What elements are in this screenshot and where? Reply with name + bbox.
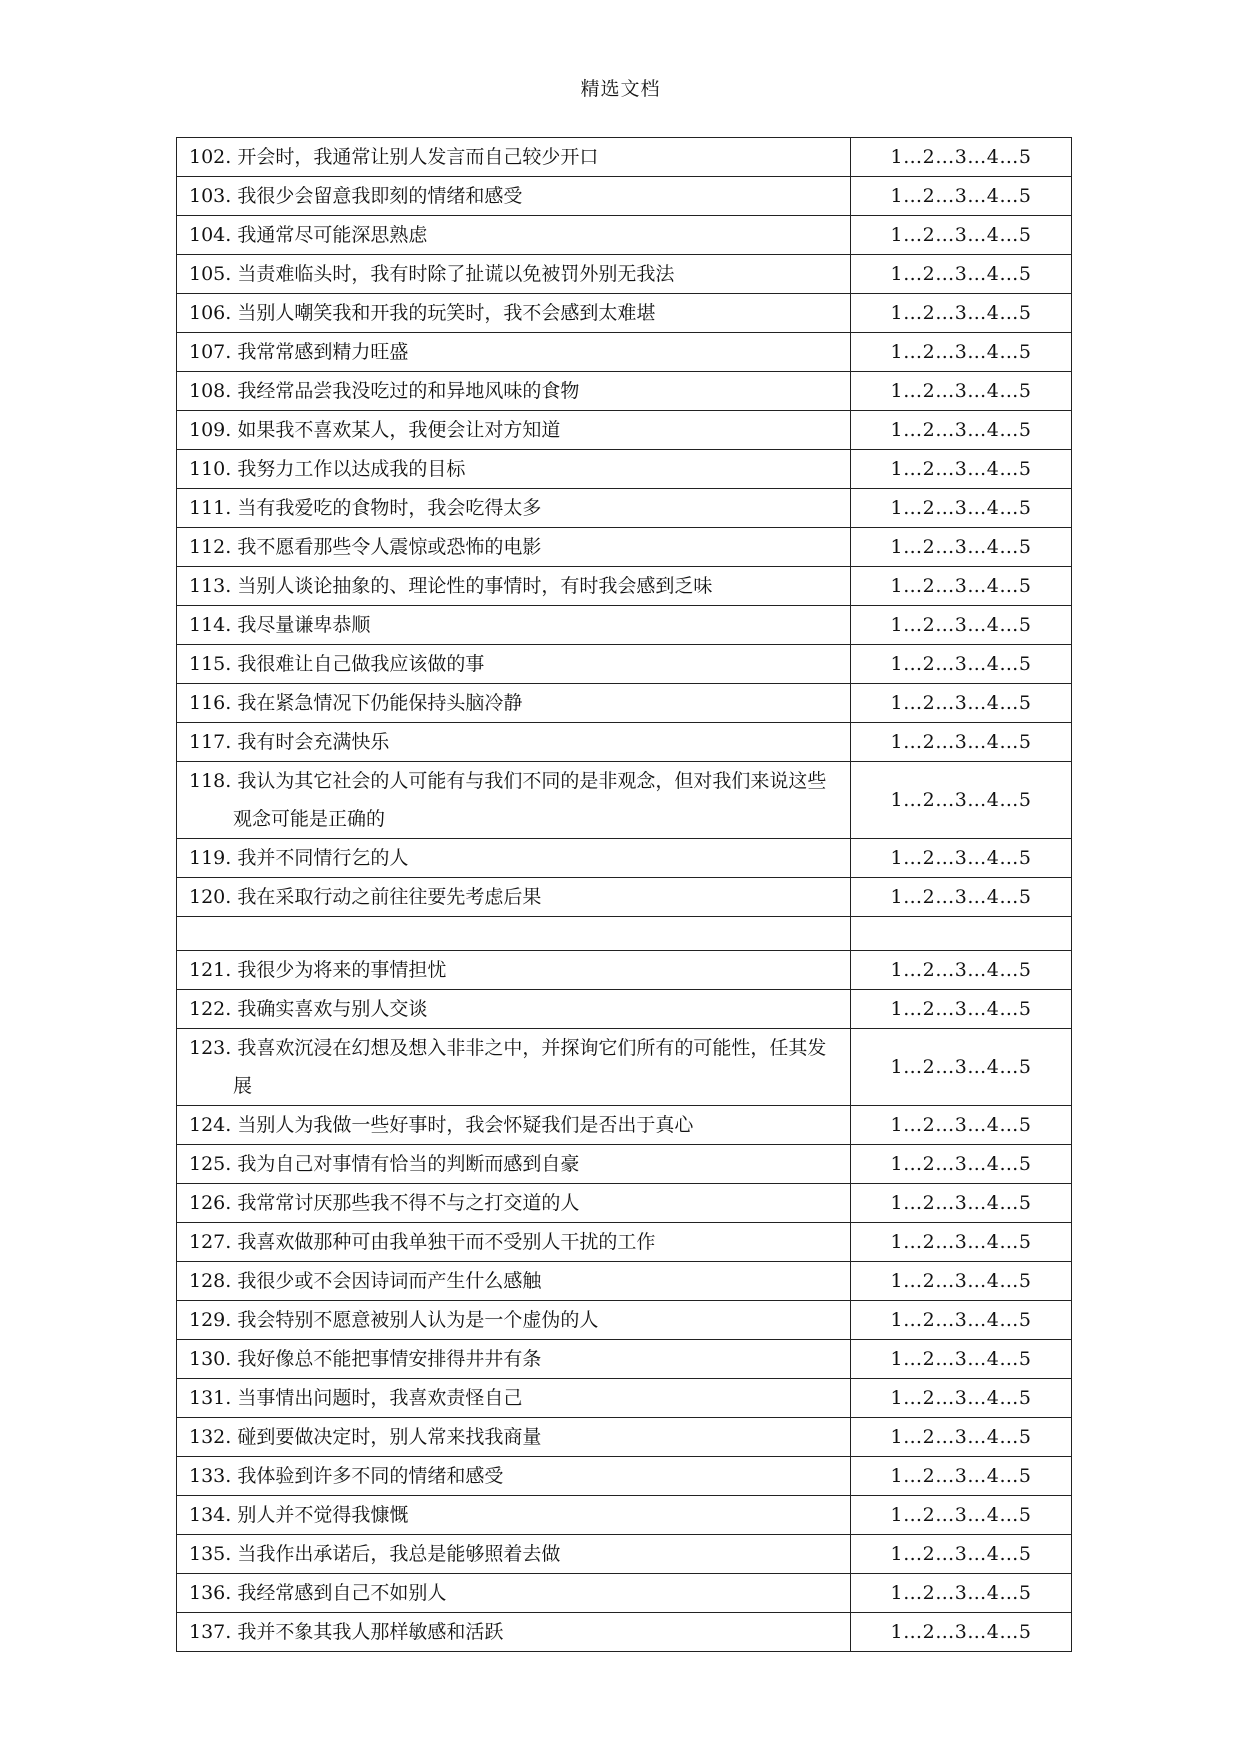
rating-scale: 1…2…3…4…5 <box>851 1029 1072 1106</box>
question-text: 135. 当我作出承诺后，我总是能够照着去做 <box>189 1543 561 1565</box>
question-cell <box>177 1613 851 1652</box>
table-row <box>177 1029 1072 1106</box>
question-text: 129. 我会特别不愿意被别人认为是一个虚伪的人 <box>189 1309 599 1331</box>
question-cell <box>177 1223 851 1262</box>
question-cell <box>177 878 851 917</box>
rating-scale: 1…2…3…4…5 <box>851 1145 1072 1184</box>
table-row <box>177 878 1072 917</box>
question-text: 103. 我很少会留意我即刻的情绪和感受 <box>189 185 523 207</box>
table-row <box>177 1613 1072 1652</box>
question-text: 119. 我并不同情行乞的人 <box>189 847 409 869</box>
table-row <box>177 951 1072 990</box>
question-text: 118. 我认为其它社会的人可能有与我们不同的是非观念，但对我们来说这些观念可能是正确的 <box>189 770 827 830</box>
table-row <box>177 138 1072 177</box>
rating-scale: 1…2…3…4…5 <box>851 528 1072 567</box>
question-cell <box>177 1457 851 1496</box>
question-cell <box>177 489 851 528</box>
rating-scale: 1…2…3…4…5 <box>851 1535 1072 1574</box>
rating-scale: 1…2…3…4…5 <box>851 1262 1072 1301</box>
question-cell <box>177 762 851 839</box>
table-row <box>177 839 1072 878</box>
question-text: 104. 我通常尽可能深思熟虑 <box>189 224 428 246</box>
question-cell <box>177 684 851 723</box>
rating-scale: 1…2…3…4…5 <box>851 1184 1072 1223</box>
question-text: 133. 我体验到许多不同的情绪和感受 <box>189 1465 504 1487</box>
question-text: 127. 我喜欢做那种可由我单独干而不受别人干扰的工作 <box>189 1231 656 1253</box>
table-row-blank <box>177 917 1072 951</box>
question-cell <box>177 1184 851 1223</box>
table-row <box>177 1535 1072 1574</box>
rating-scale: 1…2…3…4…5 <box>851 567 1072 606</box>
rating-scale <box>851 917 1072 951</box>
rating-scale: 1…2…3…4…5 <box>851 138 1072 177</box>
question-cell <box>177 1145 851 1184</box>
table-row <box>177 1223 1072 1262</box>
question-cell <box>177 1301 851 1340</box>
question-cell <box>177 138 851 177</box>
question-cell <box>177 567 851 606</box>
question-text: 136. 我经常感到自己不如别人 <box>189 1582 447 1604</box>
rating-scale: 1…2…3…4…5 <box>851 450 1072 489</box>
rating-scale: 1…2…3…4…5 <box>851 723 1072 762</box>
rating-scale: 1…2…3…4…5 <box>851 333 1072 372</box>
question-text: 113. 当别人谈论抽象的、理论性的事情时，有时我会感到乏味 <box>189 575 713 597</box>
question-cell <box>177 1418 851 1457</box>
question-text: 117. 我有时会充满快乐 <box>189 731 390 753</box>
questionnaire-body <box>177 138 1072 1652</box>
question-text: 126. 我常常讨厌那些我不得不与之打交道的人 <box>189 1192 580 1214</box>
table-row <box>177 762 1072 839</box>
table-row <box>177 645 1072 684</box>
rating-scale: 1…2…3…4…5 <box>851 878 1072 917</box>
question-text: 124. 当别人为我做一些好事时，我会怀疑我们是否出于真心 <box>189 1114 694 1136</box>
question-text: 134. 别人并不觉得我慷慨 <box>189 1504 409 1526</box>
table-row <box>177 1184 1072 1223</box>
question-text: 130. 我好像总不能把事情安排得井井有条 <box>189 1348 542 1370</box>
table-row <box>177 1262 1072 1301</box>
table-row <box>177 1145 1072 1184</box>
question-cell <box>177 216 851 255</box>
question-cell <box>177 1340 851 1379</box>
question-cell <box>177 1262 851 1301</box>
rating-scale: 1…2…3…4…5 <box>851 177 1072 216</box>
question-text: 111. 当有我爱吃的食物时，我会吃得太多 <box>189 497 542 519</box>
table-row <box>177 255 1072 294</box>
question-text: 131. 当事情出问题时，我喜欢责怪自己 <box>189 1387 523 1409</box>
question-text: 115. 我很难让自己做我应该做的事 <box>189 653 485 675</box>
table-row <box>177 216 1072 255</box>
table-row <box>177 990 1072 1029</box>
rating-scale: 1…2…3…4…5 <box>851 1418 1072 1457</box>
rating-scale: 1…2…3…4…5 <box>851 489 1072 528</box>
rating-scale: 1…2…3…4…5 <box>851 1613 1072 1652</box>
rating-scale: 1…2…3…4…5 <box>851 255 1072 294</box>
question-cell <box>177 1379 851 1418</box>
question-text: 110. 我努力工作以达成我的目标 <box>189 458 466 480</box>
table-row <box>177 1457 1072 1496</box>
rating-scale: 1…2…3…4…5 <box>851 411 1072 450</box>
question-text: 106. 当别人嘲笑我和开我的玩笑时，我不会感到太难堪 <box>189 302 656 324</box>
question-text: 121. 我很少为将来的事情担忧 <box>189 959 447 981</box>
table-row <box>177 177 1072 216</box>
table-row <box>177 489 1072 528</box>
question-text: 116. 我在紧急情况下仍能保持头脑冷静 <box>189 692 523 714</box>
question-cell <box>177 1535 851 1574</box>
question-text: 123. 我喜欢沉浸在幻想及想入非非之中，并探询它们所有的可能性，任其发展 <box>189 1037 827 1097</box>
table-row <box>177 723 1072 762</box>
table-row <box>177 1340 1072 1379</box>
rating-scale: 1…2…3…4…5 <box>851 372 1072 411</box>
question-cell <box>177 951 851 990</box>
question-cell <box>177 990 851 1029</box>
table-row <box>177 1418 1072 1457</box>
question-cell <box>177 294 851 333</box>
table-row <box>177 333 1072 372</box>
question-cell <box>177 528 851 567</box>
question-text: 122. 我确实喜欢与别人交谈 <box>189 998 428 1020</box>
table-row <box>177 411 1072 450</box>
rating-scale: 1…2…3…4…5 <box>851 990 1072 1029</box>
question-cell <box>177 450 851 489</box>
page-header: 精选文档 <box>580 78 661 100</box>
table-row <box>177 528 1072 567</box>
question-cell <box>177 255 851 294</box>
rating-scale: 1…2…3…4…5 <box>851 1496 1072 1535</box>
question-text: 125. 我为自己对事情有恰当的判断而感到自豪 <box>189 1153 580 1175</box>
question-text: 112. 我不愿看那些令人震惊或恐怖的电影 <box>189 536 542 558</box>
table-row <box>177 1496 1072 1535</box>
question-text: 114. 我尽量谦卑恭顺 <box>189 614 371 636</box>
rating-scale: 1…2…3…4…5 <box>851 216 1072 255</box>
rating-scale: 1…2…3…4…5 <box>851 1574 1072 1613</box>
question-text: 102. 开会时，我通常让别人发言而自己较少开口 <box>189 146 599 168</box>
question-cell <box>177 1574 851 1613</box>
rating-scale: 1…2…3…4…5 <box>851 606 1072 645</box>
rating-scale: 1…2…3…4…5 <box>851 645 1072 684</box>
table-row <box>177 294 1072 333</box>
question-cell <box>177 723 851 762</box>
rating-scale: 1…2…3…4…5 <box>851 951 1072 990</box>
question-cell <box>177 372 851 411</box>
table-row <box>177 1301 1072 1340</box>
question-text: 128. 我很少或不会因诗词而产生什么感触 <box>189 1270 542 1292</box>
table-row <box>177 372 1072 411</box>
question-cell <box>177 1029 851 1106</box>
rating-scale: 1…2…3…4…5 <box>851 1379 1072 1418</box>
question-text: 105. 当责难临头时，我有时除了扯谎以免被罚外别无我法 <box>189 263 675 285</box>
questionnaire-table <box>176 137 1072 1652</box>
rating-scale: 1…2…3…4…5 <box>851 294 1072 333</box>
question-cell <box>177 333 851 372</box>
rating-scale: 1…2…3…4…5 <box>851 1223 1072 1262</box>
table-row <box>177 1106 1072 1145</box>
table-row <box>177 606 1072 645</box>
table-row <box>177 684 1072 723</box>
rating-scale: 1…2…3…4…5 <box>851 1340 1072 1379</box>
question-text: 107. 我常常感到精力旺盛 <box>189 341 409 363</box>
table-row <box>177 1574 1072 1613</box>
question-text: 132. 碰到要做决定时，别人常来找我商量 <box>189 1426 542 1448</box>
question-cell <box>177 177 851 216</box>
question-cell <box>177 839 851 878</box>
question-text: 108. 我经常品尝我没吃过的和异地风味的食物 <box>189 380 580 402</box>
rating-scale: 1…2…3…4…5 <box>851 839 1072 878</box>
question-cell <box>177 411 851 450</box>
question-cell <box>177 917 851 951</box>
question-cell <box>177 606 851 645</box>
rating-scale: 1…2…3…4…5 <box>851 1301 1072 1340</box>
rating-scale: 1…2…3…4…5 <box>851 684 1072 723</box>
table-row <box>177 1379 1072 1418</box>
rating-scale: 1…2…3…4…5 <box>851 1106 1072 1145</box>
table-row <box>177 567 1072 606</box>
question-text: 137. 我并不象其我人那样敏感和活跃 <box>189 1621 504 1643</box>
question-text: 109. 如果我不喜欢某人，我便会让对方知道 <box>189 419 561 441</box>
question-cell <box>177 1496 851 1535</box>
question-cell <box>177 1106 851 1145</box>
rating-scale: 1…2…3…4…5 <box>851 1457 1072 1496</box>
question-cell <box>177 645 851 684</box>
question-text: 120. 我在采取行动之前往往要先考虑后果 <box>189 886 542 908</box>
table-row <box>177 450 1072 489</box>
rating-scale: 1…2…3…4…5 <box>851 762 1072 839</box>
